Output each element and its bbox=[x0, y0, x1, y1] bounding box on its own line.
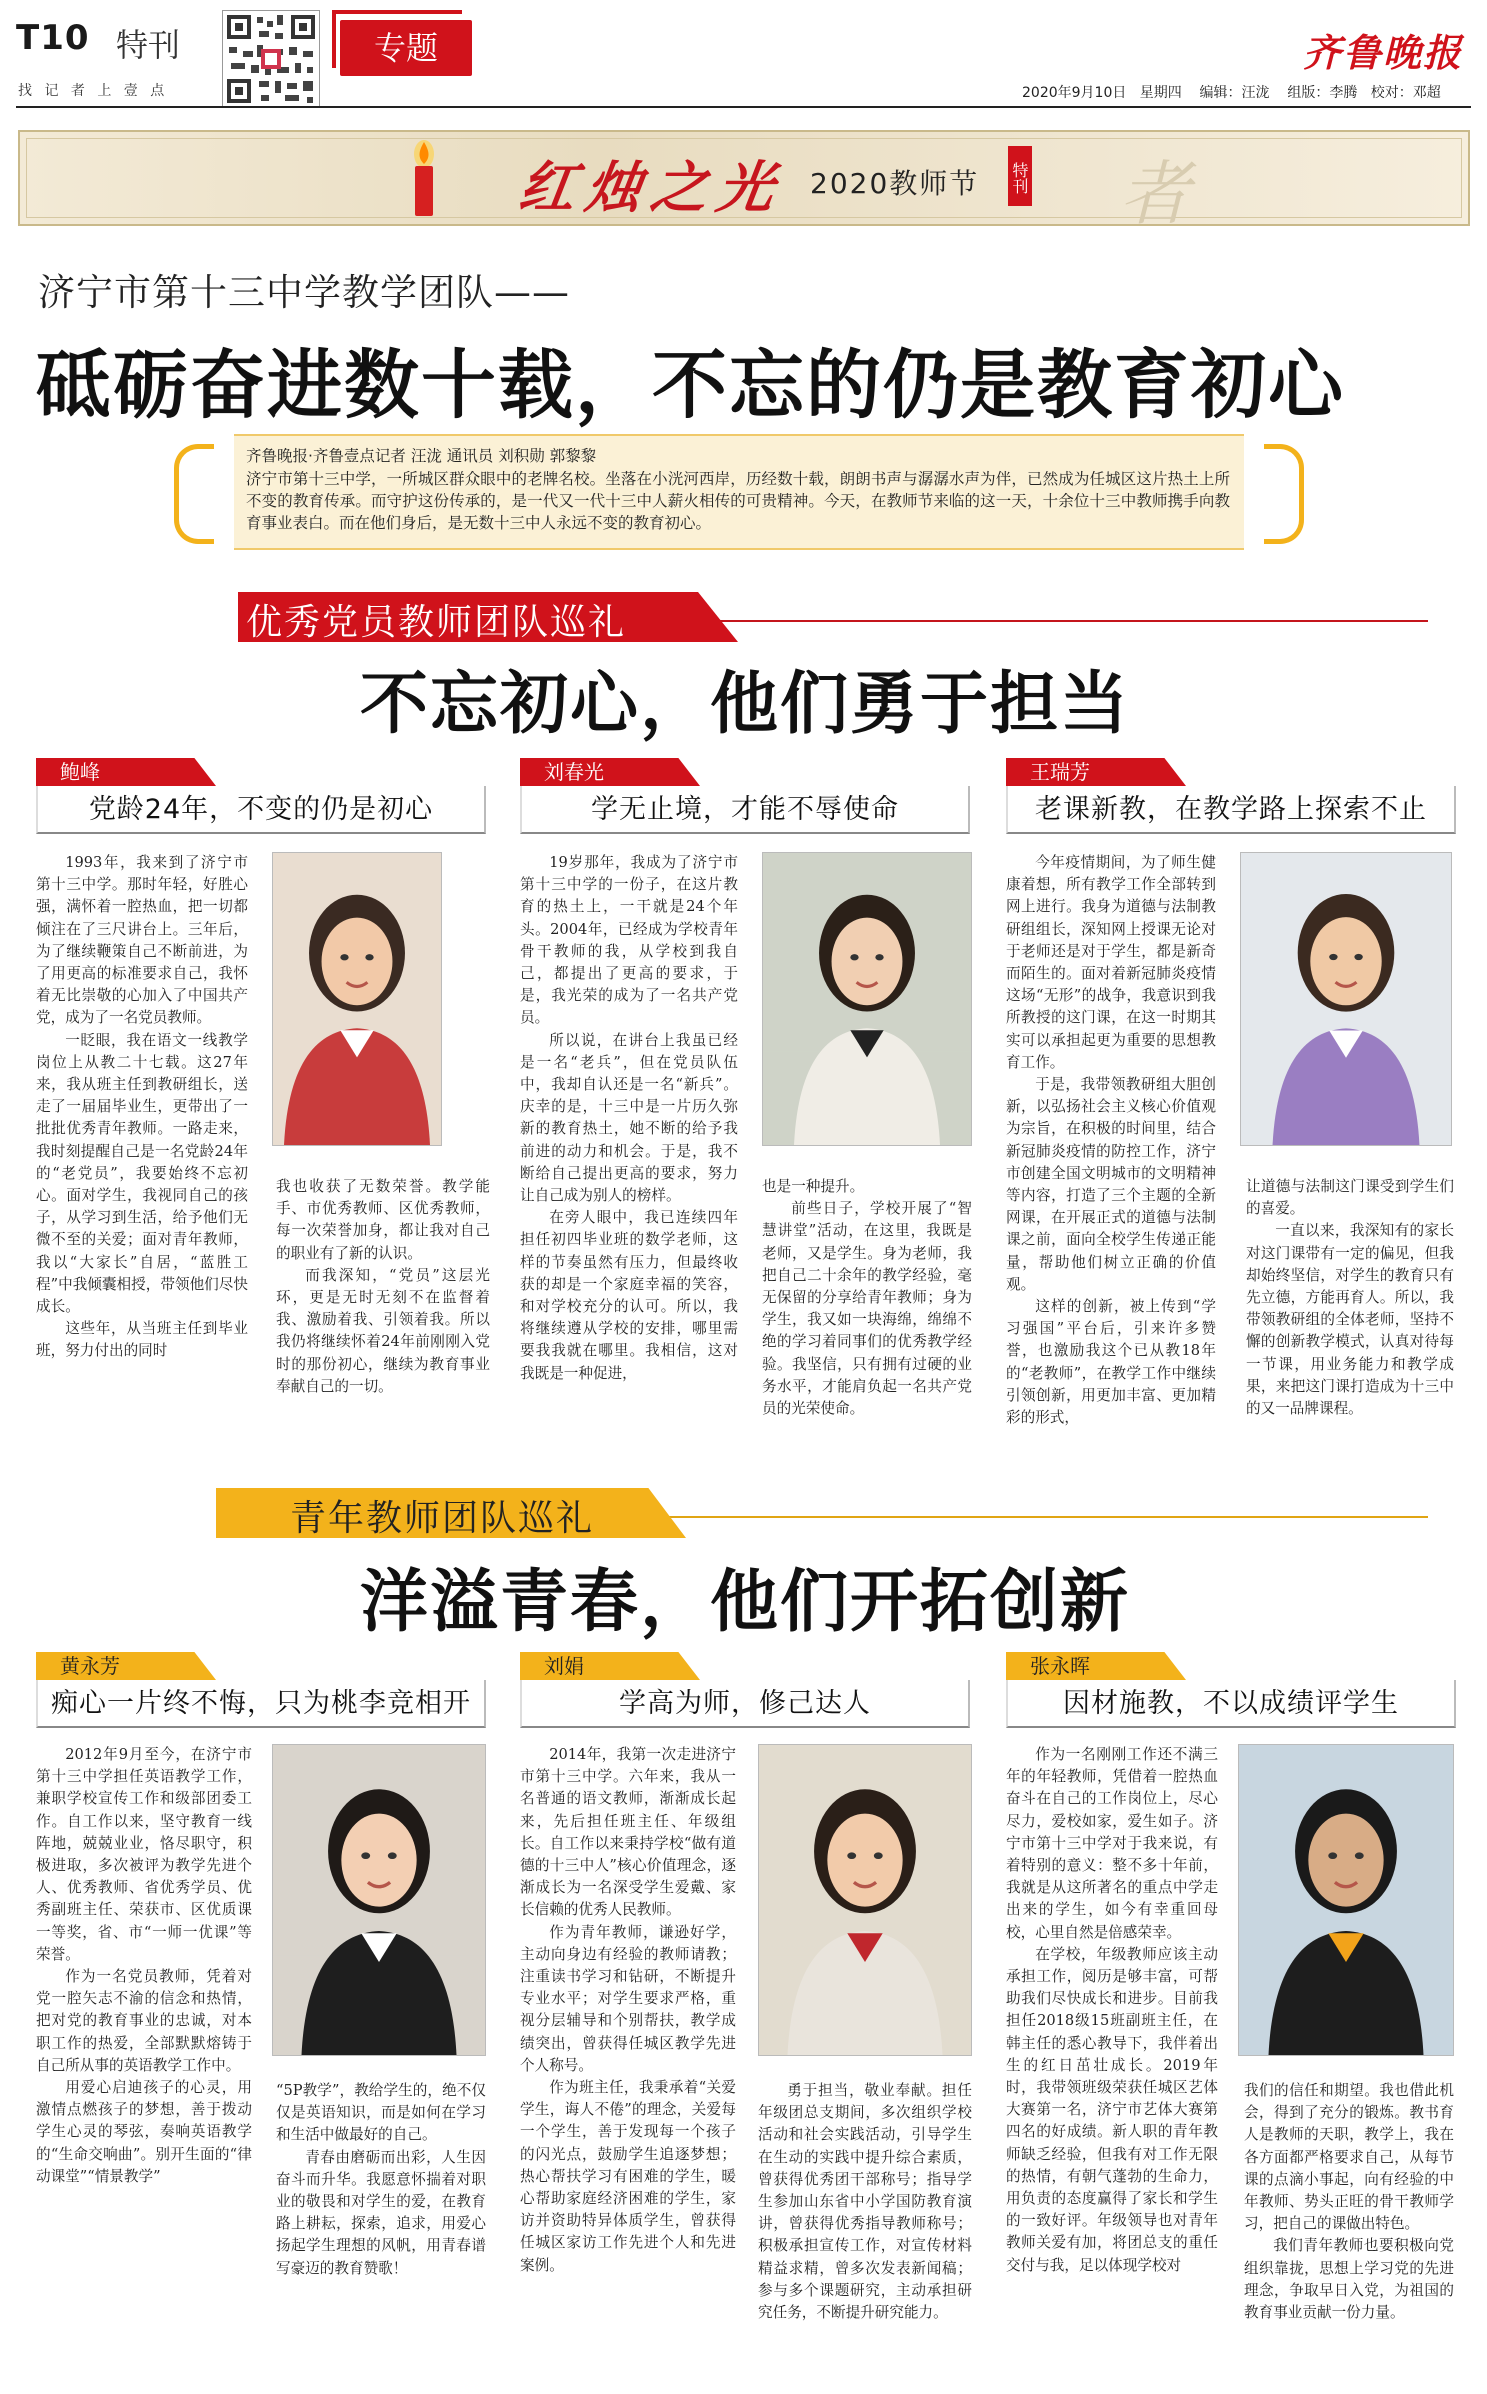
headline-main: 砥砺奋进数十载，不忘的仍是教育初心 bbox=[36, 341, 1346, 429]
section2-label: 青年教师团队巡礼 bbox=[290, 1498, 595, 1539]
article-title: 因材施教，不以成绩评学生 bbox=[1063, 1688, 1399, 1719]
article-column-2 bbox=[758, 2080, 972, 2394]
paragraph: 这些年，从当班主任到毕业班，努力付出的同时 bbox=[36, 1320, 248, 1360]
paragraph: 而我深知，“党员”这层光环，更是无时无刻不在监督着我、激励着我、引领着我。所以我仍将继续怀着24年前刚刚入党时的那份初心，继续为教育事业奉献自己的一切。 bbox=[276, 1266, 490, 1395]
article-column-1 bbox=[36, 852, 248, 1472]
article-column-2 bbox=[1246, 1176, 1454, 1656]
article-column-2 bbox=[762, 1176, 972, 1656]
byline-box bbox=[234, 434, 1244, 550]
paragraph: 让道德与法制这门课受到学生们的喜爱。 bbox=[1246, 1178, 1454, 1218]
byline-bracket-right bbox=[1264, 444, 1304, 544]
paragraph: 前些日子，学校开展了“智慧讲堂”活动，在这里，我既是老师，又是学生。身为老师，我把自己二十余年的教学经验，毫无保留的分享给青年教师；身为学生，我又如一块海绵，绵绵不绝的学习着同事们的优秀教学经验。我坚信，只有拥有过硬的业务水平，才能肩负起一名共产党员的光荣使命。 bbox=[762, 1200, 972, 1418]
banner-background-char: 者 bbox=[1120, 153, 1190, 226]
paragraph: 用爱心启迪孩子的心灵，用激情点燃孩子的梦想，善于拨动学生心灵的琴弦，奏响英语教学的“生命交响曲”。别开生面的“律动课堂”“情景教学” bbox=[36, 2079, 252, 2185]
byline-credit: 齐鲁晚报·齐鲁壹点记者 汪泷 通讯员 刘积勋 郭黎黎 bbox=[246, 447, 597, 465]
article-title: 老课新教，在教学路上探索不止 bbox=[1035, 794, 1427, 825]
byline-lead: 济宁市第十三中学，一所城区群众眼中的老牌名校。坐落在小洸河西岸，历经数十载，朗朗书声与潺潺水声为伴，已然成为任城区这片热土上所不变的教育传承。而守护这份传承的，是一代又一代十三中人薪火相传的可贵精神。今天，在教师节来临的这一天，十余位十三中教师携手向教育事业表白。而在他们身后，是无数十三中人永远不变的教育初心。 bbox=[246, 470, 1230, 532]
teacher-photo bbox=[758, 1744, 972, 2056]
paragraph: 一眨眼，我在语文一线教学岗位上从教二十七载。这27年来，我从班主任到教研组长，送走了一届届毕业生，更带出了一批批优秀青年教师。一路走来，我时刻提醒自己是一名党龄24年的“老党员”，我要始终不忘初心。面对学生，我视同自己的孩子，从学习到生活，给予他们无微不至的关爱；面对青年教师，我以“大家长”自居，“蓝胜工程”中我倾囊相授，带领他们尽快成长。 bbox=[36, 1031, 248, 1316]
paragraph: 作为一名刚刚工作还不满三年的年轻教师，凭借着一腔热血奋斗在自己的工作岗位上，尽心尽力，爱校如家，爱生如子。济宁市第十三中学对于我来说，有着特别的意义：整不多十年前，我就是从这所著名的重点中学走出来的学生，如今有幸重回母校，心里自然是倍感荣幸。 bbox=[1006, 1746, 1218, 1941]
qr-code-icon bbox=[222, 10, 320, 108]
newspaper-name: 齐鲁晚报 bbox=[1302, 30, 1463, 75]
teacher-photo bbox=[762, 852, 972, 1146]
paragraph: 2014年，我第一次走进济宁市第十三中学。六年来，我从一名普通的语文教师，渐渐成长起来，先后担任班主任、年级组长。自工作以来秉持学校“做有道德的十三中人”核心价值理念，逐渐成长为一名深受学生爱戴、家长信赖的优秀人民教师。 bbox=[520, 1746, 736, 1919]
page-section: 特刊 bbox=[116, 26, 181, 64]
candle-icon bbox=[404, 140, 444, 218]
article-column-1 bbox=[520, 852, 738, 1472]
article-column-2 bbox=[276, 2080, 486, 2394]
paragraph: 今年疫情期间，为了师生健康着想，所有教学工作全部转到网上进行。我身为道德与法制教研组组长，深知网上授课无论对于老师还是对于学生，都是新奇而陌生的。面对着新冠肺炎疫情这场“无形”的战争，我意识到我所教授的这门课，在这一时期其实可以承担起更为重要的思想教育工作。 bbox=[1006, 854, 1216, 1071]
headline-kicker: 济宁市第十三中学教学团队—— bbox=[38, 271, 570, 314]
paragraph: 我们的信任和期望。我也借此机会，得到了充分的锻炼。教书育人是教师的天职，教学上，我在各方面都严格要求自己，从每节课的点滴小事起，向有经验的中年教师、势头正旺的骨干教师学习，把自己的课做出特色。 bbox=[1244, 2082, 1454, 2233]
topic-label: 专题 bbox=[340, 20, 472, 76]
section1-label: 优秀党员教师团队巡礼 bbox=[246, 602, 627, 643]
weekday: 星期四 bbox=[1139, 85, 1182, 101]
author-name: 张永晖 bbox=[1030, 1654, 1090, 1678]
paragraph: 所以说，在讲台上我虽已经是一名“老兵”，但在党员队伍中，我却自认还是一名“新兵”。庆幸的是，十三中是一片历久弥新的教育热土，她不断的给予我前进的动力和机会。于是，我不断给自己提出更高的要求，努力让自己成为别人的榜样。 bbox=[520, 1031, 738, 1205]
paragraph: 这样的创新，被上传到“学习强国”平台后，引来许多赞誉，也激励我这个已从教18年的“老教师”，在教学工作中继续引领创新，用更加丰富、更加精彩的形式， bbox=[1006, 1298, 1216, 1427]
banner-calligraphy: 红烛之光 bbox=[514, 155, 789, 221]
paragraph: 也是一种提升。 bbox=[762, 1178, 865, 1195]
masthead-rule bbox=[16, 106, 1471, 108]
issue-date: 2020年9月10日 bbox=[1022, 85, 1127, 101]
article-title: 学高为师，修己达人 bbox=[619, 1688, 871, 1719]
paragraph: 在学校，年级教师应该主动承担工作，阅历是够丰富，可帮助我们尽快成长和进步。目前我担任2018级15班副班主任，在韩主任的悉心教导下，我伴着出生的红日茁壮成长。2019年时，我带领班级荣获任城区艺体大赛第一名，济宁市艺体大赛第四名的好成绩。新人职的青年教师缺乏经验，但我有对工作无限的热情，有朝气蓬勃的生命力，用负责的态度赢得了家长和学生的一致好评。年级领导也对青年教师关爱有加，将团总支的重任交付与我，足以体现学校对 bbox=[1006, 1945, 1218, 2274]
article-column-1 bbox=[1006, 1744, 1218, 2394]
paragraph: 作为班主任，我秉承着“关爱学生，诲人不倦”的理念，关爱每一个学生，善于发现每一个孩子的闪光点，鼓励学生追逐梦想；热心帮扶学习有困难的学生，暖心帮助家庭经济困难的学生，家访并资助特异体质学生，曾获得任城区家访工作先进个人和先进案例。 bbox=[520, 2079, 736, 2274]
paragraph: 我也收获了无数荣誉。教学能手、市优秀教师、区优秀教师，每一次荣誉加身，都让我对自己的职业有了新的认识。 bbox=[276, 1178, 490, 1262]
festival-banner bbox=[18, 130, 1470, 226]
layout-label: 组版：李腾 bbox=[1287, 85, 1358, 101]
page-slogan: 找 记 者 上 壹 点 bbox=[18, 83, 169, 99]
paragraph: 19岁那年，我成为了济宁市第十三中学的一份子，在这片教育的热土上，一干就是24个年头。2004年，已经成为学校青年骨干教师的我，从学校到我自己，都提出了更高的要求，于是，我光荣的成为了一名共产党员。 bbox=[520, 854, 738, 1027]
issue-info bbox=[1022, 82, 1441, 102]
paragraph: 作为青年教师，谦逊好学，主动向身边有经验的教师请教；注重读书学习和钻研，不断提升专业水平；对学生要求严格，重视分层辅导和个别帮扶，教学成绩突出，曾获得任城区教学先进个人称号。 bbox=[520, 1923, 736, 2074]
editor-label: 编辑：汪泷 bbox=[1199, 85, 1270, 101]
author-name: 王瑞芳 bbox=[1030, 760, 1090, 784]
article-column-1 bbox=[1006, 852, 1216, 1472]
paragraph: 1993年，我来到了济宁市第十三中学。那时年轻，好胜心强，满怀着一腔热血，把一切都倾注在了三尺讲台上。三年后，为了继续鞭策自己不断前进，为了用更高的标准要求自己，我怀着无比崇敬的心加入了中国共产党，成为了一名党员教师。 bbox=[36, 854, 248, 1027]
banner-title: 2020教师节 bbox=[810, 167, 980, 200]
author-name: 刘娟 bbox=[544, 1654, 584, 1678]
article-column-1 bbox=[520, 1744, 736, 2394]
paragraph: 一直以来，我深知有的家长对这门课带有一定的偏见，但我却始终坚信，对学生的教育只有先立德，方能再育人。所以，我带领教研组的全体老师，坚持不懈的创新教学模式，认真对待每一节课，用业务能力和教学成果，来把这门课打造成为十三中的又一品牌课程。 bbox=[1246, 1222, 1454, 1418]
proof-label: 校对：邓超 bbox=[1370, 85, 1441, 101]
paragraph: 青春由磨砺而出彩，人生因奋斗而升华。我愿意怀揣着对职业的敬畏和对学生的爱，在教育路上耕耘，探索，追求，用爱心扬起学生理想的风帆，用青春谱写豪迈的教育赞歌！ bbox=[276, 2148, 486, 2277]
paragraph: 作为一名党员教师，凭着对党一腔矢志不渝的信念和热情，把对党的教育事业的忠诚，对本职工作的热爱，全部默默熔铸于自己所从事的英语教学工作中。 bbox=[36, 1968, 252, 2074]
paragraph: 我们青年教师也要积极向党组织靠拢，思想上学习党的先进理念，争取早日入党，为祖国的教育事业贡献一份力量。 bbox=[1244, 2237, 1454, 2322]
article-column-1 bbox=[36, 1744, 252, 2394]
paragraph: 勇于担当，敬业奉献。担任年级团总支期间，多次组织学校活动和社会实践活动，引导学生在生动的实践中提升综合素质，曾获得优秀团干部称号；指导学生参加山东省中小学国防教育演讲，曾获得优秀指导教师称号；积极承担宣传工作，对宣传材料精益求精，曾多次发表新闻稿；参与多个课题研究，主动承担研究任务，不断提升研究能力。 bbox=[758, 2082, 972, 2322]
page-number: T10 bbox=[16, 18, 90, 58]
paragraph: 2012年9月至今，在济宁市第十三中学担任英语教学工作，兼职学校宣传工作和级部团委工作。自工作以来，坚守教育一线阵地，兢兢业业，恪尽职守，积极进取，多次被评为教学先进个人、优秀教师、省优秀学员、优秀副班主任、荣获市、区优质课一等奖，省、市“一师一优课”等荣誉。 bbox=[36, 1746, 252, 1963]
paragraph: “5P教学”，教给学生的，绝不仅仅是英语知识，而是如何在学习和生活中做最好的自己。 bbox=[276, 2082, 486, 2144]
author-name: 黄永芳 bbox=[60, 1654, 120, 1678]
article-title: 学无止境，才能不辱使命 bbox=[591, 794, 899, 825]
section1-headline: 不忘初心，他们勇于担当 bbox=[360, 665, 1131, 744]
section2-headline: 洋溢青春，他们开拓创新 bbox=[360, 1563, 1131, 1642]
teacher-photo bbox=[1240, 852, 1452, 1146]
paragraph: 在旁人眼中，我已连续四年担任初四毕业班的数学老师，这样的节奏虽然有压力，但最终收获的却是一个家庭幸福的笑容，和对学校充分的认可。所以，我将继续遵从学校的安排，哪里需要我我就在哪里。我相信，这对我既是一种促进， bbox=[520, 1209, 738, 1382]
author-name: 鲍峰 bbox=[60, 760, 100, 784]
author-name: 刘春光 bbox=[544, 760, 604, 784]
teacher-photo bbox=[272, 852, 442, 1146]
teacher-photo bbox=[272, 1744, 486, 2056]
article-column-2 bbox=[1244, 2080, 1454, 2394]
banner-stamp: 特刊 bbox=[1008, 146, 1032, 206]
article-column-2 bbox=[276, 1176, 490, 1656]
article-title: 党龄24年，不变的仍是初心 bbox=[88, 794, 434, 825]
byline-bracket-left bbox=[174, 444, 214, 544]
teacher-photo bbox=[1238, 1744, 1454, 2056]
paragraph: 于是，我带领教研组大胆创新，以弘扬社会主义核心价值观为宗旨，在积极的时间里，结合新冠肺炎疫情的防控工作，济宁市创建全国文明城市的文明精神等内容，打造了三个主题的全新网课，在开展正式的道德与法制课之前，面向全校学生传递正能量，帮助他们树立正确的价值观。 bbox=[1006, 1076, 1216, 1293]
article-title: 痴心一片终不悔，只为桃李竞相开 bbox=[51, 1688, 471, 1719]
